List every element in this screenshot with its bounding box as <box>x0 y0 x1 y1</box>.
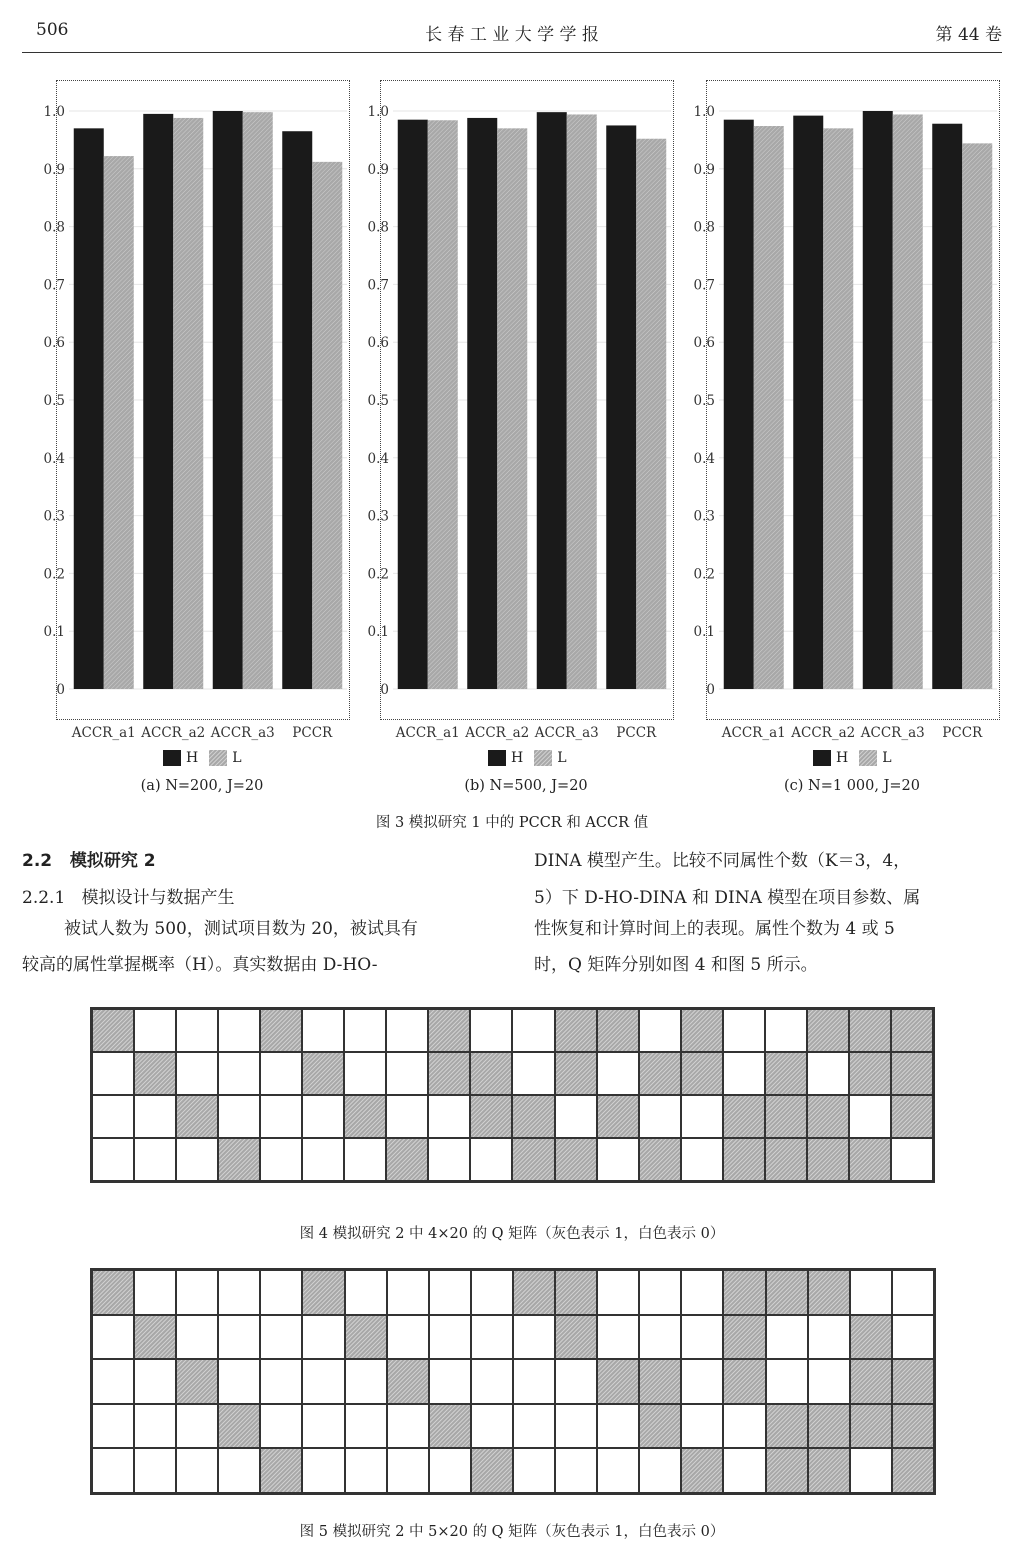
y-tick-label: 0 <box>706 682 715 698</box>
chart-panel-a <box>43 80 350 741</box>
q-cell-0-13 <box>639 1009 681 1052</box>
y-tick-label: 0.2 <box>43 566 65 583</box>
q-cell-1-7 <box>387 1315 429 1360</box>
q-cell-4-14 <box>681 1448 723 1493</box>
q-cell-1-9 <box>470 1052 512 1095</box>
right-line-3: 性恢复和计算时间上的表现。属性个数为 4 或 5 <box>534 919 895 939</box>
q-cell-3-18 <box>849 1138 891 1181</box>
q-cell-3-3 <box>218 1138 260 1181</box>
q-cell-2-16 <box>766 1359 808 1404</box>
q-cell-3-6 <box>345 1404 387 1449</box>
x-tick-label: ACCR_a3 <box>860 725 925 741</box>
q-cell-2-11 <box>555 1359 597 1404</box>
q-cell-3-16 <box>765 1138 807 1181</box>
legend-h-swatch <box>813 750 831 766</box>
q-cell-2-5 <box>302 1095 344 1138</box>
q-cell-1-12 <box>597 1315 639 1360</box>
bar-l-pccr <box>962 143 992 689</box>
q-cell-2-0 <box>92 1359 134 1404</box>
q-cell-1-17 <box>807 1052 849 1095</box>
q-cell-0-9 <box>471 1270 513 1315</box>
q-cell-3-15 <box>723 1138 765 1181</box>
legend-l-label: L <box>882 750 892 766</box>
y-tick-label: 0.8 <box>43 219 65 236</box>
y-tick-label: 0.6 <box>43 335 65 352</box>
x-tick-label: PCCR <box>942 725 983 741</box>
q-cell-1-14 <box>681 1052 723 1095</box>
q-cell-0-4 <box>260 1270 302 1315</box>
q-cell-0-9 <box>470 1009 512 1052</box>
q-cell-1-14 <box>681 1315 723 1360</box>
y-tick-label: 0.1 <box>693 624 715 641</box>
q-cell-1-0 <box>92 1052 134 1095</box>
q-cell-1-1 <box>134 1052 176 1095</box>
q-cell-0-18 <box>850 1270 892 1315</box>
volume-label: 第 44 卷 <box>935 25 1002 45</box>
y-tick-label: 0.7 <box>693 277 715 294</box>
q-cell-1-2 <box>176 1315 218 1360</box>
y-tick-label: 0.9 <box>693 161 715 178</box>
q-cell-2-5 <box>302 1359 344 1404</box>
legend-h-label: H <box>836 750 849 766</box>
q-cell-1-7 <box>386 1052 428 1095</box>
chart-b-svg <box>367 81 673 741</box>
bar-h-pccr <box>606 125 636 689</box>
q-cell-1-0 <box>92 1315 134 1360</box>
legend-l-swatch <box>859 750 877 766</box>
left-line-1: 被试人数为 500，测试项目数为 20，被试具有 <box>64 919 418 939</box>
q-cell-2-19 <box>892 1359 934 1404</box>
bar-l-accr_a1 <box>754 126 784 689</box>
q-cell-4-0 <box>92 1448 134 1493</box>
subtitle-c: (c) N=1 000, J=20 <box>783 778 921 794</box>
bar-l-accr_a3 <box>243 112 273 689</box>
y-tick-label: 1.0 <box>693 104 715 120</box>
q-cell-0-5 <box>302 1009 344 1052</box>
q-cell-1-12 <box>597 1052 639 1095</box>
q-cell-2-17 <box>807 1095 849 1138</box>
page-number: 506 <box>36 20 69 40</box>
y-tick-label: 0.8 <box>693 219 715 236</box>
y-tick-label: 1.0 <box>367 104 389 120</box>
q-cell-1-17 <box>808 1315 850 1360</box>
q-cell-2-1 <box>134 1095 176 1138</box>
q-cell-4-7 <box>387 1448 429 1493</box>
q-cell-0-7 <box>387 1270 429 1315</box>
y-tick-label: 0.1 <box>367 624 389 641</box>
y-tick-label: 0.2 <box>693 566 715 583</box>
q-cell-1-9 <box>471 1315 513 1360</box>
q-cell-0-14 <box>681 1270 723 1315</box>
q-cell-1-5 <box>302 1052 344 1095</box>
bar-l-pccr <box>636 139 666 689</box>
y-tick-label: 0.3 <box>693 508 715 525</box>
q-cell-0-4 <box>260 1009 302 1052</box>
q-cell-4-16 <box>766 1448 808 1493</box>
q-cell-0-11 <box>555 1270 597 1315</box>
y-tick-label: 0.6 <box>693 335 715 352</box>
y-tick-label: 0.3 <box>367 508 389 525</box>
y-tick-label: 0 <box>56 682 65 698</box>
x-tick-label: ACCR_a2 <box>465 725 530 741</box>
q-cell-2-15 <box>723 1359 765 1404</box>
q-cell-3-7 <box>386 1138 428 1181</box>
legend-l-swatch <box>209 750 227 766</box>
q-cell-4-2 <box>176 1448 218 1493</box>
y-tick-label: 0.5 <box>693 393 715 409</box>
q-cell-2-2 <box>176 1359 218 1404</box>
y-tick-label: 0.9 <box>43 161 65 178</box>
q-cell-0-19 <box>891 1009 933 1052</box>
x-tick-label: PCCR <box>616 725 657 741</box>
q-cell-0-14 <box>681 1009 723 1052</box>
q-cell-1-8 <box>428 1052 470 1095</box>
y-tick-label: 0.4 <box>693 450 715 467</box>
q-cell-2-9 <box>471 1359 513 1404</box>
q-cell-2-7 <box>387 1359 429 1404</box>
q-cell-1-4 <box>260 1052 302 1095</box>
q-matrix-5x20 <box>90 1268 936 1495</box>
legend-b <box>488 750 567 766</box>
bar-h-accr_a3 <box>863 111 893 689</box>
q-cell-3-5 <box>302 1404 344 1449</box>
q-cell-3-0 <box>92 1404 134 1449</box>
q-cell-0-17 <box>807 1009 849 1052</box>
chart-panel-c <box>693 80 1000 741</box>
q-cell-2-7 <box>386 1095 428 1138</box>
q-cell-2-1 <box>134 1359 176 1404</box>
figure5-caption: 图 5 模拟研究 2 中 5×20 的 Q 矩阵（灰色表示 1，白色表示 0） <box>299 1524 725 1540</box>
y-tick-label: 0.7 <box>367 277 389 294</box>
legend-a <box>163 750 242 766</box>
q-cell-1-18 <box>850 1315 892 1360</box>
q-cell-2-6 <box>344 1095 386 1138</box>
q-cell-0-10 <box>512 1009 554 1052</box>
q-cell-3-2 <box>176 1404 218 1449</box>
q-cell-3-1 <box>134 1404 176 1449</box>
q-cell-4-10 <box>513 1448 555 1493</box>
right-line-2: 5）下 D-HO-DINA 和 DINA 模型在项目参数、属 <box>534 888 921 908</box>
q-cell-3-11 <box>555 1138 597 1181</box>
q-cell-2-8 <box>429 1359 471 1404</box>
q-cell-3-0 <box>92 1138 134 1181</box>
q-cell-2-10 <box>513 1359 555 1404</box>
q-cell-4-6 <box>345 1448 387 1493</box>
q-cell-0-1 <box>134 1009 176 1052</box>
q-cell-3-14 <box>681 1404 723 1449</box>
q-cell-2-13 <box>639 1095 681 1138</box>
q-cell-0-8 <box>429 1270 471 1315</box>
q-cell-2-19 <box>891 1095 933 1138</box>
bar-h-pccr <box>282 131 312 689</box>
q-cell-4-11 <box>555 1448 597 1493</box>
legend-h-label: H <box>511 750 524 766</box>
x-tick-label: ACCR_a3 <box>534 725 599 741</box>
y-tick-label: 0.8 <box>367 219 389 236</box>
y-tick-label: 0.2 <box>367 566 389 583</box>
q-cell-0-8 <box>428 1009 470 1052</box>
right-line-4: 时，Q 矩阵分别如图 4 和图 5 所示。 <box>534 955 818 975</box>
bar-h-accr_a3 <box>213 111 243 689</box>
q-matrix-4x20 <box>90 1007 935 1183</box>
q-cell-2-15 <box>723 1095 765 1138</box>
right-line-1: DINA 模型产生。比较不同属性个数（K＝3，4， <box>534 851 911 871</box>
bar-l-accr_a2 <box>173 118 203 689</box>
bar-l-pccr <box>312 162 342 689</box>
x-tick-label: ACCR_a3 <box>210 725 275 741</box>
q-cell-3-5 <box>302 1138 344 1181</box>
q-cell-2-12 <box>597 1359 639 1404</box>
q-cell-3-18 <box>850 1404 892 1449</box>
q-cell-3-8 <box>428 1138 470 1181</box>
q-cell-1-11 <box>555 1052 597 1095</box>
q-cell-0-15 <box>723 1009 765 1052</box>
journal-title: 长 春 工 业 大 学 学 报 <box>425 25 599 45</box>
bar-l-accr_a1 <box>428 120 458 689</box>
q-cell-3-9 <box>471 1404 513 1449</box>
q-cell-4-1 <box>134 1448 176 1493</box>
x-tick-label: ACCR_a2 <box>141 725 206 741</box>
q-cell-3-14 <box>681 1138 723 1181</box>
q-cell-4-8 <box>429 1448 471 1493</box>
q-cell-3-13 <box>639 1138 681 1181</box>
y-tick-label: 0.4 <box>43 450 65 467</box>
legend-h-label: H <box>186 750 199 766</box>
legend-l-label: L <box>232 750 242 766</box>
bar-h-accr_a2 <box>467 118 497 689</box>
q-cell-2-10 <box>512 1095 554 1138</box>
q-cell-3-2 <box>176 1138 218 1181</box>
bar-h-accr_a1 <box>74 128 104 689</box>
q-cell-3-13 <box>639 1404 681 1449</box>
y-tick-label: 0.5 <box>367 393 389 409</box>
legend-l-swatch <box>534 750 552 766</box>
x-tick-label: PCCR <box>292 725 333 741</box>
q-cell-2-4 <box>260 1095 302 1138</box>
q-cell-0-3 <box>218 1009 260 1052</box>
section-heading: 2.2 模拟研究 2 <box>22 851 156 871</box>
q-cell-0-6 <box>344 1009 386 1052</box>
q-cell-0-18 <box>849 1009 891 1052</box>
bar-h-accr_a1 <box>398 120 428 689</box>
q-cell-0-1 <box>134 1270 176 1315</box>
q-cell-2-12 <box>597 1095 639 1138</box>
bar-h-accr_a3 <box>537 112 567 689</box>
q-cell-2-8 <box>428 1095 470 1138</box>
q-cell-4-3 <box>218 1448 260 1493</box>
q-cell-4-15 <box>723 1448 765 1493</box>
chart-c-svg <box>693 81 999 741</box>
q-cell-4-5 <box>302 1448 344 1493</box>
q-cell-4-4 <box>260 1448 302 1493</box>
q-cell-2-18 <box>849 1095 891 1138</box>
q-cell-1-2 <box>176 1052 218 1095</box>
q-cell-3-12 <box>597 1138 639 1181</box>
q-cell-0-5 <box>302 1270 344 1315</box>
chart-a-svg <box>43 81 349 741</box>
q-cell-2-14 <box>681 1359 723 1404</box>
q-cell-2-9 <box>470 1095 512 1138</box>
q-cell-3-6 <box>344 1138 386 1181</box>
q-cell-0-6 <box>345 1270 387 1315</box>
q-cell-1-15 <box>723 1052 765 1095</box>
q-cell-2-11 <box>555 1095 597 1138</box>
q-cell-1-5 <box>302 1315 344 1360</box>
q-cell-3-12 <box>597 1404 639 1449</box>
q-cell-3-9 <box>470 1138 512 1181</box>
q-cell-0-12 <box>597 1009 639 1052</box>
x-tick-label: ACCR_a1 <box>71 725 136 741</box>
q-cell-1-19 <box>891 1052 933 1095</box>
q-cell-0-19 <box>892 1270 934 1315</box>
q-cell-2-13 <box>639 1359 681 1404</box>
q-cell-1-3 <box>218 1052 260 1095</box>
q-cell-0-12 <box>597 1270 639 1315</box>
figure3-caption: 图 3 模拟研究 1 中的 PCCR 和 ACCR 值 <box>375 815 649 831</box>
q-cell-4-17 <box>808 1448 850 1493</box>
q-cell-3-16 <box>766 1404 808 1449</box>
q-cell-1-16 <box>766 1315 808 1360</box>
q-cell-1-10 <box>513 1315 555 1360</box>
q-cell-2-3 <box>218 1359 260 1404</box>
q-cell-1-4 <box>260 1315 302 1360</box>
y-tick-label: 0.3 <box>43 508 65 525</box>
q-cell-0-15 <box>723 1270 765 1315</box>
q-cell-2-2 <box>176 1095 218 1138</box>
chart-panel-b <box>367 80 674 741</box>
q-cell-0-2 <box>176 1009 218 1052</box>
q-cell-4-19 <box>892 1448 934 1493</box>
y-tick-label: 1.0 <box>43 104 65 120</box>
q-cell-3-8 <box>429 1404 471 1449</box>
x-tick-label: ACCR_a1 <box>721 725 786 741</box>
q-cell-2-4 <box>260 1359 302 1404</box>
q-cell-0-11 <box>555 1009 597 1052</box>
q-cell-3-15 <box>723 1404 765 1449</box>
legend-l-label: L <box>557 750 567 766</box>
q-cell-3-4 <box>260 1138 302 1181</box>
bar-l-accr_a2 <box>497 128 527 689</box>
q-cell-1-15 <box>723 1315 765 1360</box>
y-tick-label: 0.7 <box>43 277 65 294</box>
q-cell-1-19 <box>892 1315 934 1360</box>
q-cell-0-10 <box>513 1270 555 1315</box>
q-cell-2-17 <box>808 1359 850 1404</box>
q-cell-1-18 <box>849 1052 891 1095</box>
q-cell-4-12 <box>597 1448 639 1493</box>
legend-h-swatch <box>488 750 506 766</box>
y-tick-label: 0.9 <box>367 161 389 178</box>
q-cell-1-3 <box>218 1315 260 1360</box>
q-cell-2-16 <box>765 1095 807 1138</box>
q-cell-3-1 <box>134 1138 176 1181</box>
q-cell-0-16 <box>766 1270 808 1315</box>
y-tick-label: 0.6 <box>367 335 389 352</box>
bar-h-accr_a2 <box>793 116 823 689</box>
q-cell-1-11 <box>555 1315 597 1360</box>
x-tick-label: ACCR_a2 <box>791 725 856 741</box>
q-cell-0-17 <box>808 1270 850 1315</box>
q-cell-3-3 <box>218 1404 260 1449</box>
q-cell-2-14 <box>681 1095 723 1138</box>
q-cell-3-10 <box>513 1404 555 1449</box>
q-cell-4-9 <box>471 1448 513 1493</box>
q-cell-2-0 <box>92 1095 134 1138</box>
q-cell-2-6 <box>345 1359 387 1404</box>
q-cell-0-3 <box>218 1270 260 1315</box>
subtitle-b: (b) N=500, J=20 <box>464 778 588 794</box>
q-cell-0-0 <box>92 1270 134 1315</box>
y-tick-label: 0.5 <box>43 393 65 409</box>
y-tick-label: 0.1 <box>43 624 65 641</box>
bar-l-accr_a2 <box>823 128 853 689</box>
q-cell-3-4 <box>260 1404 302 1449</box>
q-cell-3-17 <box>807 1138 849 1181</box>
bar-l-accr_a1 <box>104 156 134 689</box>
bar-l-accr_a3 <box>893 114 923 689</box>
q-cell-1-6 <box>345 1315 387 1360</box>
y-tick-label: 0 <box>380 682 389 698</box>
q-cell-1-16 <box>765 1052 807 1095</box>
q-cell-1-8 <box>429 1315 471 1360</box>
q-cell-0-7 <box>386 1009 428 1052</box>
q-cell-3-19 <box>892 1404 934 1449</box>
bar-l-accr_a3 <box>567 114 597 689</box>
q-cell-4-18 <box>850 1448 892 1493</box>
q-cell-1-6 <box>344 1052 386 1095</box>
bar-h-accr_a1 <box>724 120 754 689</box>
header-rule <box>22 52 1002 53</box>
x-tick-label: ACCR_a1 <box>395 725 460 741</box>
q-cell-3-19 <box>891 1138 933 1181</box>
q-cell-3-10 <box>512 1138 554 1181</box>
q-cell-1-13 <box>639 1052 681 1095</box>
q-cell-0-0 <box>92 1009 134 1052</box>
q-cell-2-18 <box>850 1359 892 1404</box>
q-cell-0-13 <box>639 1270 681 1315</box>
q-cell-3-17 <box>808 1404 850 1449</box>
bar-h-accr_a2 <box>143 114 173 689</box>
legend-c <box>813 750 892 766</box>
subsection-heading: 2.2.1 模拟设计与数据产生 <box>22 888 235 908</box>
q-cell-0-2 <box>176 1270 218 1315</box>
q-cell-1-1 <box>134 1315 176 1360</box>
y-tick-label: 0.4 <box>367 450 389 467</box>
q-cell-1-13 <box>639 1315 681 1360</box>
q-cell-3-7 <box>387 1404 429 1449</box>
q-cell-2-3 <box>218 1095 260 1138</box>
figure4-caption: 图 4 模拟研究 2 中 4×20 的 Q 矩阵（灰色表示 1，白色表示 0） <box>299 1226 725 1242</box>
q-cell-0-16 <box>765 1009 807 1052</box>
q-cell-3-11 <box>555 1404 597 1449</box>
q-cell-1-10 <box>512 1052 554 1095</box>
legend-h-swatch <box>163 750 181 766</box>
q-cell-4-13 <box>639 1448 681 1493</box>
subtitle-a: (a) N=200, J=20 <box>140 778 264 794</box>
left-line-2: 较高的属性掌握概率（H）。真实数据由 D-HO- <box>22 955 378 975</box>
bar-h-pccr <box>932 124 962 689</box>
